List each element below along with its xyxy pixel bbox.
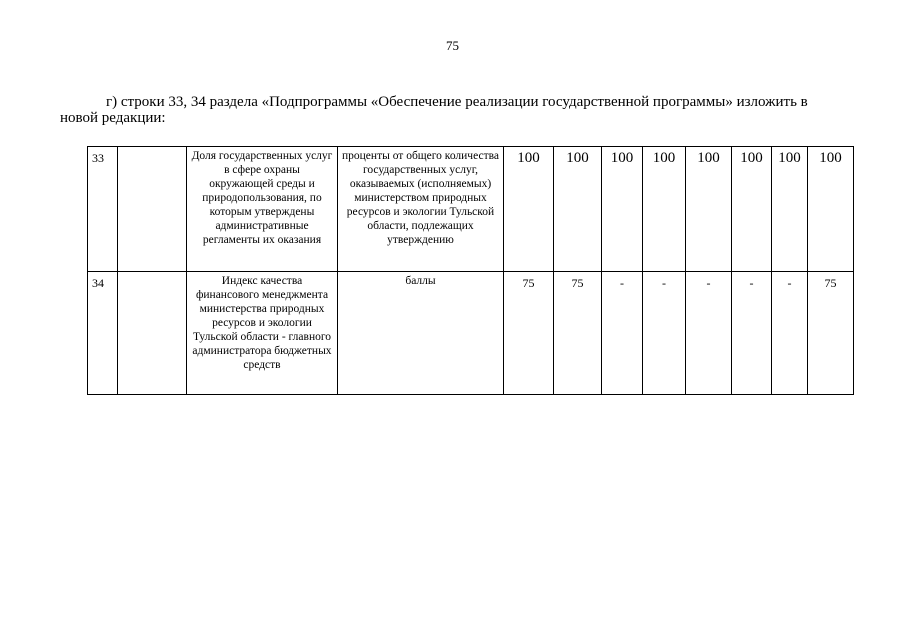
intro-text: г) строки 33, 34 раздела «Подпрограммы «Обеспечение реализации государственной программы» изложить в новой редакции:	[60, 94, 808, 126]
value-cell: 100	[686, 147, 732, 272]
indicator-name: Доля государственных услуг в сфере охраны окружающей среды и природопользования, по которым утверждены административные регламенты их оказания	[187, 147, 338, 272]
indicators-table	[87, 146, 854, 395]
intro-paragraph	[60, 94, 820, 126]
value-cell: 75	[504, 272, 554, 395]
value-cell: 100	[643, 147, 686, 272]
value-cell: 100	[554, 147, 602, 272]
value-cell: -	[602, 272, 643, 395]
unit-of-measure: баллы	[338, 272, 504, 395]
value-cell: 100	[732, 147, 772, 272]
value-cell: 100	[808, 147, 854, 272]
indicator-name: Индекс качества финансового менеджмента министерства природных ресурсов и экологии Тульской области - главного администратора бюджетных средств	[187, 272, 338, 395]
row-number: 33	[88, 147, 118, 272]
row-number: 34	[88, 272, 118, 395]
value-cell: 100	[602, 147, 643, 272]
unit-of-measure: проценты от общего количества государственных услуг, оказываемых (исполняемых) министерством природных ресурсов и экологии Тульской области, подлежащих утверждению	[338, 147, 504, 272]
value-cell: -	[732, 272, 772, 395]
value-cell: 100	[504, 147, 554, 272]
value-cell: 75	[554, 272, 602, 395]
value-cell: -	[772, 272, 808, 395]
page-number: 75	[446, 38, 459, 53]
empty-cell	[118, 272, 187, 395]
value-cell: -	[686, 272, 732, 395]
table-row	[88, 147, 854, 272]
empty-cell	[118, 147, 187, 272]
value-cell: -	[643, 272, 686, 395]
value-cell: 75	[808, 272, 854, 395]
table-row	[88, 272, 854, 395]
value-cell: 100	[772, 147, 808, 272]
